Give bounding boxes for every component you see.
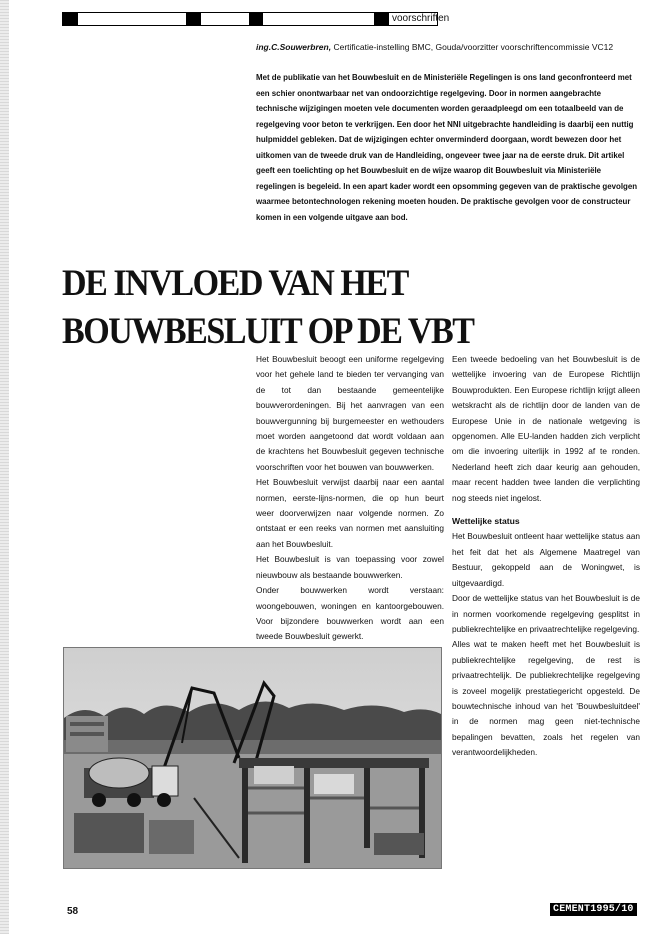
body-paragraph: Het Bouwbesluit ontleent haar wettelijke status aan het feit dat het als Algemene Maatregel van Bestuur, gekoppeld aan de Woningwet, is uitgevaardigd.: [452, 531, 640, 588]
journal-issue-label: CEMENT1995/10: [550, 903, 637, 916]
header-block: [374, 13, 389, 25]
body-column-left: [256, 352, 444, 645]
section-subheading: Wettelijke status: [452, 516, 520, 527]
body-paragraph: Onder bouwwerken wordt verstaan: woongebouwen, woningen en kantoorgebouwen. Voor bijzondere bouwwerken wordt aan een tweede Bouwbesluit gewerkt.: [256, 585, 444, 642]
body-paragraph: Een tweede bedoeling van het Bouwbesluit is de wettelijke invoering van de Europese Richtlijn Bouwprodukten. Een Europese richtlijn krijgt alleen wetskracht als de richtlijn door de landen van de Europese Unie in de nationale wetgeving is opgenomen. Alle EU-landen hadden zich verplicht om die invoering uiterlijk in 1992 af te ronden. Nederland heeft zich daar keurig aan gehouden, maar recent hadden twee landen die verplichting nog steeds niet ingelost.: [452, 354, 640, 503]
body-column-right: [452, 352, 640, 761]
construction-site-illustration: [64, 648, 441, 868]
article-title: DE INVLOED VAN HET BOUWBESLUIT OP DE VBT: [62, 263, 474, 352]
body-paragraph: Het Bouwbesluit verwijst daarbij naar een aantal normen, eerste-lijns-normen, die op hun beurt weer doorverwijzen naar volgende normen. Zo ontstaat er een reeks van normen met aansluiting aan het Bouwbesluit.: [256, 477, 444, 549]
header-block: [249, 13, 263, 25]
body-paragraph: Het Bouwbesluit beoogt een uniforme regelgeving voor het gehele land te bieden ter vervanging van de tot dan bestaande gemeentelijke bouwverordeningen. Bij het aanvragen van een bouwvergunning bij burgemeester en wethouders moet worden aangetoond dat wordt voldaan aan de krachtens het Bouwbesluit gegeven technische voorschriften voor het bouwen van bouwwerken.: [256, 354, 444, 472]
body-paragraph: Door de wettelijke status van het Bouwbesluit is de in normen voorkomende regelgeving gesplitst in publiekrechtelijke en privaatrechtelijke regelgeving.: [452, 593, 640, 634]
header-block: [63, 13, 78, 25]
author-line: [256, 42, 641, 53]
page-number: 58: [67, 906, 79, 917]
author-affiliation: Certificatie-instelling BMC, Gouda/voorzitter voorschriftencommissie VC12: [331, 42, 614, 52]
author-name: ing.C.Souwerbren,: [256, 42, 332, 52]
construction-site-photo: [63, 647, 442, 869]
page-spine-edge: [0, 0, 9, 934]
section-label: voorschriften: [392, 13, 450, 24]
lead-paragraph: Met de publikatie van het Bouwbesluit en de Ministeriële Regelingen is ons land geconfronteerd met een schier onontwarbaar net van ondoorzichtige regelgeving. Door in normen aangebrachte technische wijzigingen moeten vele documenten worden geraadpleegd om een totaalbeeld van de regelgeving voor beton te verkrijgen. Een door het NNI uitgebrachte handleiding is daarbij een nuttig hulpmiddel gebleken. Dat de wijzigingen echter onverminderd doorgaan, wordt bewezen door het uitkomen van de tweede druk van de Handleiding, ongeveer twee jaar na de eerste druk. Dit artikel geeft een toelichting op het Bouwbesluit en de wijze waarop dit Bouwbesluit via Ministeriële regelingen is begeleid. In een apart kader wordt een opsomming gegeven van de praktische gevolgen waarmee betontechnologen rekening moeten houden. De praktische gevolgen voor de constructeur komen in een volgende uitgave aan bod.: [256, 73, 638, 222]
body-paragraph: Alles wat te maken heeft met het Bouwbesluit is publiekrechtelijke regelgeving, de rest is privaatrechtelijk. De publiekrechtelijke regelgeving is zoveel mogelijk prestatiegericht opgesteld. De bouwtechnische inhoud van het 'Bouwbesluitdeel' in de normen mag geen niet-technische bepalingen bevatten, zoals het regelen van verantwoordelijkheden.: [452, 639, 640, 758]
header-block: [186, 13, 201, 25]
body-paragraph: Het Bouwbesluit is van toepassing voor zowel nieuwbouw als bestaande bouwwerken.: [256, 554, 444, 580]
section-header-bar: [62, 12, 450, 26]
